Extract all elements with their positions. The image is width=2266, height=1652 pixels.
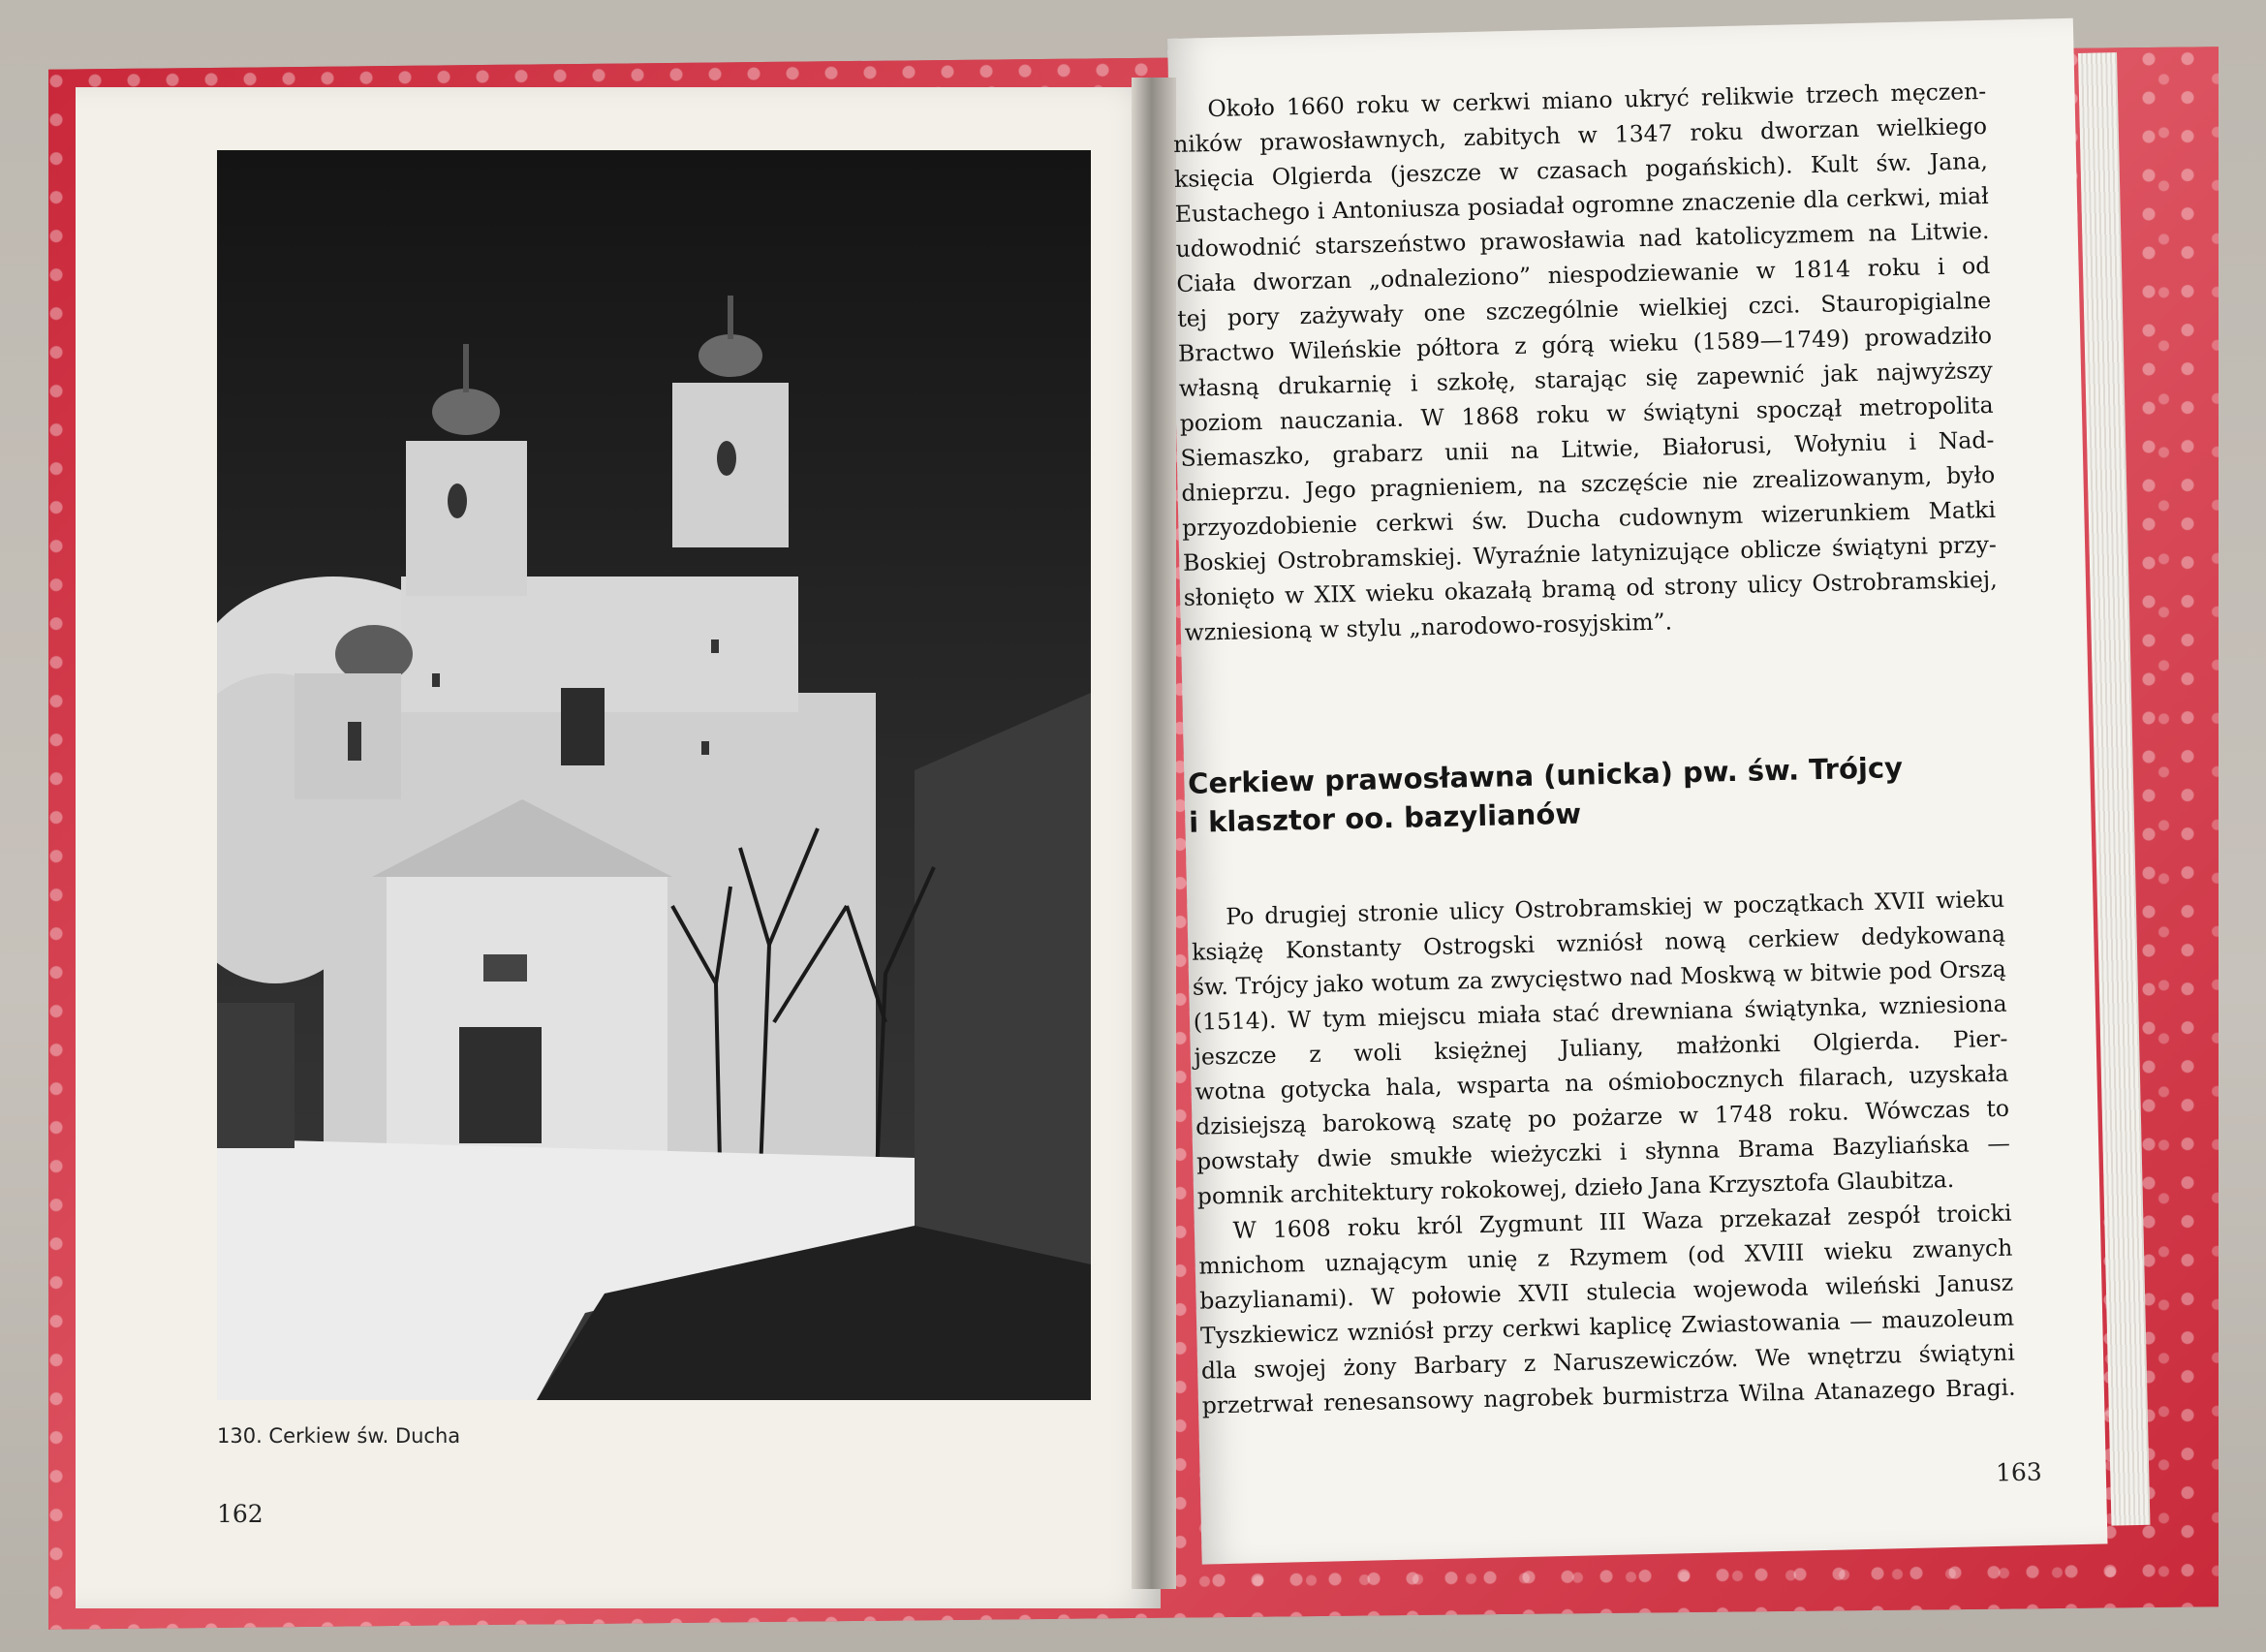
text-line: słonięto w XIX wieku okazałą bramą od strony ulicy Ostrobramskiej, [1183,565,1998,611]
text-line: ników prawosławnych, zabitych w 1347 roku dworzan wielkiego [1172,111,1988,158]
text-line: Tyszkiewicz wzniósł przy cerkwi kaplicę Zwiastowania — mauzoleum [1199,1303,2015,1350]
text-line: dla swojej żony Barbary z Naruszewiczów. We wnętrzu świątyni [1200,1338,2016,1385]
text-line: wzniesioną w stylu „narodowo-rosyjskim”. [1184,608,1673,646]
text-line: udowodnić starszeństwo prawosławia nad katolicyzmem na Litwie. [1175,216,1990,263]
section-heading [1188,746,2003,842]
page-number-left: 162 [217,1500,264,1528]
text-line: Po drugiej stronie ulicy Ostrobramskiej w początkach XVII wieku [1226,885,2005,930]
text-line: tej pory zażywały one szczególnie wielkiej czci. Stauropigialne [1176,286,1992,332]
paragraph-1 [1172,74,1999,650]
heading-line-2: i klasztor oo. bazylianów [1188,796,1582,839]
text-line: pomnik architektury rokokowej, dzieło Jana Krzysztofa Glaubitza. [1196,1165,1955,1210]
text-line: Boskiej Ostrobramskiej. Wyraźnie latynizujące oblicze świątyni przy- [1182,530,1998,577]
book-gutter [1132,78,1176,1589]
text-line: Ciała dworzan „odnaleziono” niespodziewanie w 1814 roku i od [1176,251,1991,297]
photo-caption: 130. Cerkiew św. Ducha [217,1424,461,1448]
text-line: Eustachego i Antoniusza posiadał ogromne znaczenie dla cerkwi, miał [1174,181,1989,228]
text-line: św. Trójcy jako wotum za zwycięstwo nad Moskwą w bitwie pod Orszą [1192,954,2007,1001]
text-line: (1514). W tym miejscu miała stać drewniana świątynka, wzniesiona [1193,989,2007,1036]
text-line: dzisiejszą barokową szatę po pożarze w 1748 roku. Wówczas to [1195,1094,2010,1140]
text-line: poziom nauczania. W 1868 roku w świątyni spoczął metropolita [1179,390,1994,437]
paragraph-2 [1191,882,2011,1214]
text-line: księcia Olgierda (jeszcze w czasach pogańskich). Kult św. Jana, [1173,146,1989,193]
page-number-right: 163 [1995,1457,2043,1487]
text-line: Około 1660 roku w cerkwi miano ukryć relikwie trzech męczen- [1207,77,1987,123]
text-line: przetrwał renesansowy nagrobek burmistrza Wilna Atanazego Bragi. [1201,1373,2016,1419]
text-line: Siemaszko, grabarz unii na Litwie, Białorusi, Wołyniu i Nad- [1180,425,1995,472]
text-line: W 1608 roku król Zygmunt III Waza przekazał zespół troicki [1232,1199,2012,1244]
text-line: bazylianami). W połowie XVII stulecia wojewoda wileński Janusz [1198,1268,2014,1315]
text-line: jeszcze z woli księżnej Juliany, małżonki Olgierda. Pier- [1194,1024,2008,1071]
text-line: powstały dwie smukłe wieżyczki i słynna Brama Bazyliańska — [1195,1129,2011,1175]
right-page-text [1172,74,2016,1423]
church-photo [217,150,1091,1400]
text-line: Bractwo Wileńskie półtora z górą wieku (1589—1749) prowadziło [1177,321,1993,367]
church-photo-icon [217,150,1091,1400]
text-line: własną drukarnię i szkołę, starając się zapewnić jak najwyższy [1178,356,1994,402]
text-line: książę Konstanty Ostrogski wzniósł nową cerkiew dedykowaną [1191,920,2006,966]
text-line: mnichom uznającym unię z Rzymem (od XVIII wieku zwanych [1198,1233,2013,1280]
heading-line-1: Cerkiew prawosławna (unicka) pw. św. Trójcy [1187,751,1904,800]
text-line: przyozdobienie cerkwi św. Ducha cudownym wizerunkiem Matki [1181,495,1997,542]
text-line: wotna gotycka hala, wsparta na ośmiobocznych filarach, uzyskała [1195,1059,2009,1106]
paragraph-3 [1197,1196,2016,1423]
text-line: dnieprzu. Jego pragnieniem, na szczęście nie zrealizowanym, było [1181,460,1996,507]
